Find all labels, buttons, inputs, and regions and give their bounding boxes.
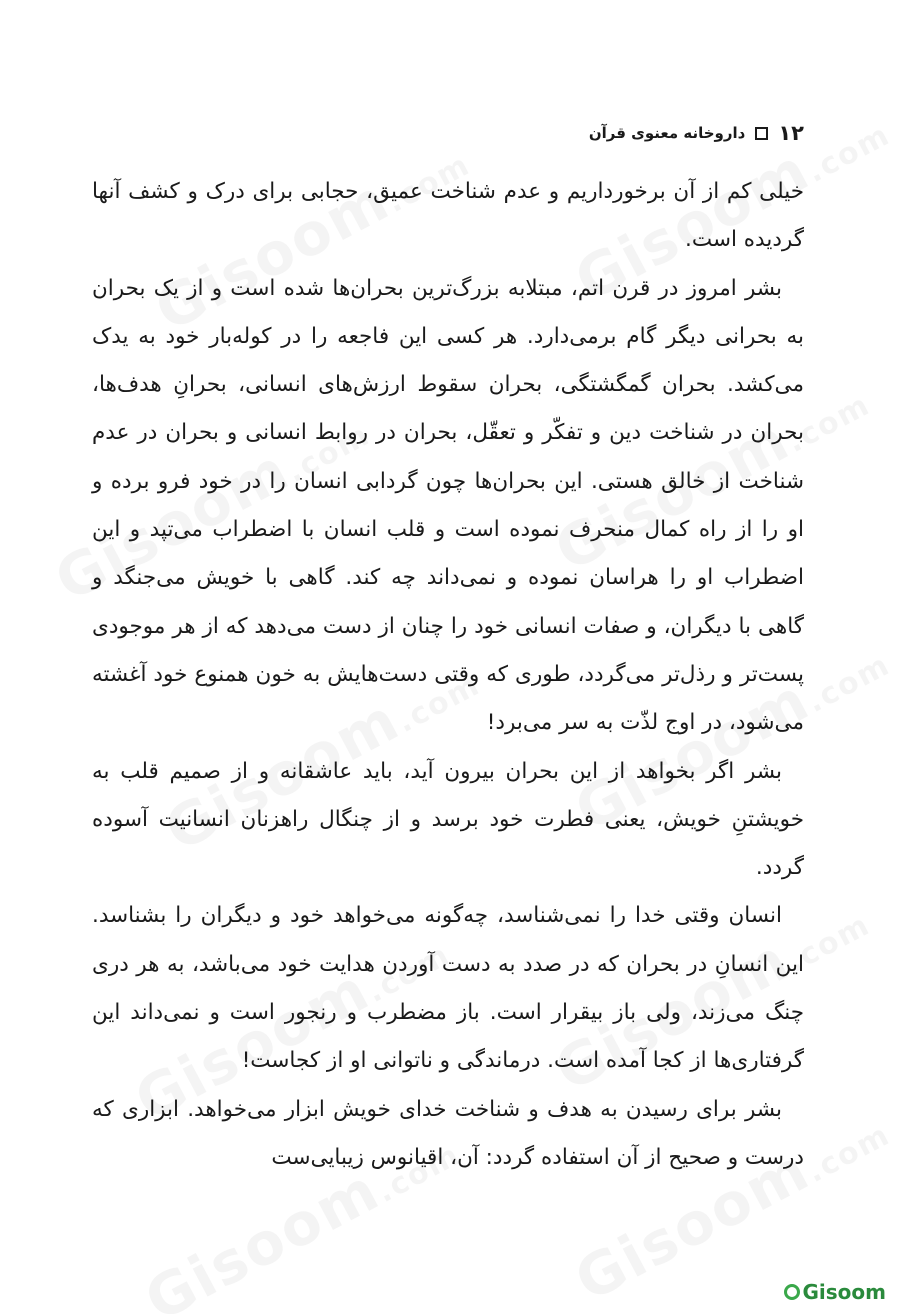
book-title: داروخانه معنوی قرآن — [588, 124, 746, 142]
page-number: ۱۲ — [778, 121, 804, 145]
paragraph-2: بشر امروز در قرن اتم، مبتلابه بزرگ‌ترین بحران‌ها شده است و از یک بحران به بحرانی دیگر گام برمی‌دارد. هر کسی این فاجعه را در کوله‌بار خود به یدک می‌کشد. بحران گمگشتگی، بحران سقوط ارزش‌های انسانی، بحرانِ هدف‌ها، بحران در شناخت دین و تفکّر و تعقّل، بحران در روابط انسانی و بحران در عدم شناخت از خالق هستی. این بحران‌ها چون گردابی انسان را در خود فرو برده و او را از راه کمال منحرف نموده است و قلب انسان با اضطراب می‌تپد و این اضطراب او را هراسان نموده و نمی‌داند چه کند. گاهی با خویش می‌جنگد و گاهی با دیگران، و صفات انسانی خود را چنان از دست می‌دهد که از هر موجودی پست‌تر و رذل‌تر می‌گردد، طوری که وقتی دست‌هایش به خون همنوع خود آغشته می‌شود، در اوج لذّت به سر می‌برد! — [92, 275, 804, 736]
paragraph-3: بشر اگر بخواهد از این بحران بیرون آید، باید عاشقانه و از صمیم قلب به خویشتنِ خویش، یعنی فطرت خود برسد و از چنگال راهزنان انسانیت آسوده گردد. — [92, 758, 804, 881]
paragraph-4: انسان وقتی خدا را نمی‌شناسد، چه‌گونه می‌خواهد خود و دیگران را بشناسد. این انسانِ در بحران که در صدد به دست آوردن هدایت خود می‌باشد، به هر دری چنگ می‌زند، ولی باز بیقرار است. باز مضطرب و رنجور است و نمی‌داند این گرفتاری‌ها از کجا آمده است. درماندگی و ناتوانی او از کجاست! — [92, 903, 804, 1074]
paragraph-1: خیلی کم از آن برخورداریم و عدم شناخت عمیق، حجابی برای درک و کشف آنها گردیده است. — [92, 179, 804, 253]
page-body — [92, 168, 804, 1182]
site-logo — [784, 1280, 887, 1304]
page-header — [96, 118, 804, 148]
logo-text: Gisoom — [802, 1280, 886, 1304]
paragraph-5: بشر برای رسیدن به هدف و شناخت خدای خویش ابزار می‌خواهد. ابزاری که درست و صحیح از آن استفاده گردد: آن، اقیانوس زیبایی‌ست — [92, 1096, 804, 1170]
square-bullet-icon — [755, 127, 768, 140]
logo-ring-icon — [784, 1284, 800, 1300]
